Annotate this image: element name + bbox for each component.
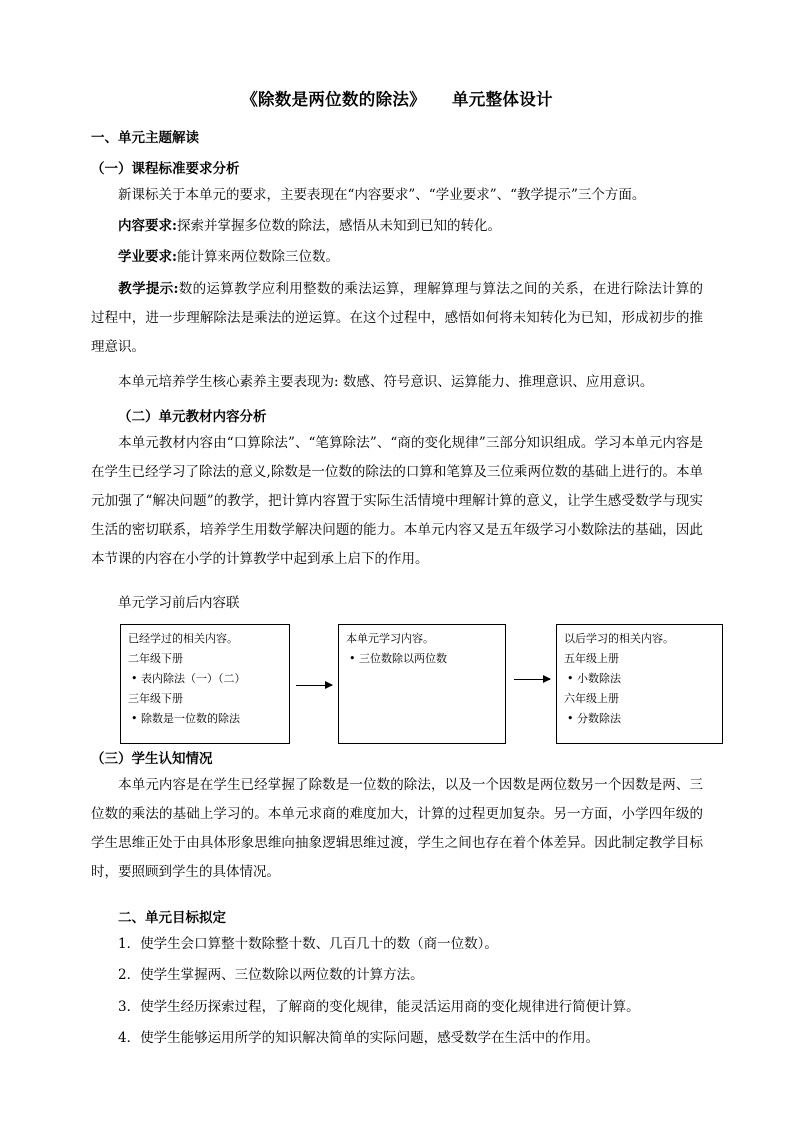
arrow-right-icon: [296, 685, 332, 686]
prior-header: 已经学过的相关内容。: [128, 632, 238, 645]
sub3-heading: （三）学生认知情况: [91, 751, 213, 767]
teaching-tips: 教学提示:数的运算教学应利用整数的乘法运算，理解算理与算法之间的关系，在进行除法计算的过程中，进一步理解除法是乘法的逆运算。在这个过程中，感悟如何将未知转化为已知，形成初步的推理意识。: [91, 281, 704, 355]
current-unit-box: [338, 624, 506, 744]
sub2-paragraph: 本单元教材内容由“口算除法”、“笔算除法”、“商的变化规律”三部分知识组成。学习本单元内容是在学生已经学习了除法的意义,除数是一位数的除法的口算和笔算及三位乘两位数的基础上进行的。本单元加强了“解决问题”的教学，把计算内容置于实际生活情境中理解计算的意义，让学生感受数学与现实生活的密切联系，培养学生用数学解决问题的能力。本单元内容又是五年级学习小数除法的基础，因此本节课的内容在小学的计算教学中起到承上启下的作用。: [91, 435, 703, 567]
prior-item-b: • 除数是一位数的除法: [131, 712, 240, 725]
prior-knowledge-box: [120, 624, 290, 744]
goal-item-4: 4．使学生能够运用所学的知识解决简单的实际问题，感受数学在生活中的作用。: [118, 1030, 600, 1046]
current-header: 本单元学习内容。: [346, 632, 434, 645]
later-item-a: • 小数除法: [567, 672, 621, 685]
later-grade-b: 六年级上册: [564, 692, 619, 705]
later-item-b: • 分数除法: [567, 712, 621, 725]
diagram-caption: 单元学习前后内容联: [118, 595, 240, 611]
title-sub: 单元整体设计: [452, 90, 553, 109]
section2-heading: 二、单元目标拟定: [118, 910, 226, 926]
academic-requirement: 学业要求:能计算来两位数除三位数。: [118, 249, 339, 265]
prior-grade-a: 二年级下册: [128, 652, 183, 665]
goal-item-2: 2．使学生掌握两、三位数除以两位数的计算方法。: [118, 967, 424, 983]
goal-item-1: 1．使学生会口算整十数除整十数、几百几十的数（商一位数）。: [118, 936, 498, 952]
section1-heading: 一、单元主题解读: [91, 130, 199, 146]
later-header: 以后学习的相关内容。: [564, 632, 674, 645]
prior-item-a: • 表内除法（一）（二）: [131, 672, 246, 685]
arrow-right-icon: [514, 679, 550, 680]
core-literacy: 本单元培养学生核心素养主要表现为: 数感、符号意识、运算能力、推理意识、应用意识。: [118, 374, 654, 390]
sub1-heading: （一）课程标准要求分析: [91, 161, 240, 177]
content-requirement: 内容要求:探索并掌握多位数的除法，感悟从未知到已知的转化。: [118, 218, 501, 234]
page-title: [0, 86, 794, 110]
current-item: • 三位数除以两位数: [349, 652, 447, 665]
prior-grade-b: 三年级下册: [128, 692, 183, 705]
sub1-intro: 新课标关于本单元的要求，主要表现在“内容要求”、“学业要求”、“教学提示”三个方面。: [118, 187, 646, 203]
sub2-heading: （二）单元教材内容分析: [118, 409, 267, 425]
sub3-paragraph: 本单元内容是在学生已经掌握了除数是一位数的除法，以及一个因数是两位数另一个因数是两、三位数的乘法的基础上学习的。本单元求商的难度加大，计算的过程更加复杂。另一方面，小学四年级的学生思维正处于由具体形象思维向抽象逻辑思维过渡，学生之间也存在着个体差异。因此制定教学目标时，要照顾到学生的具体情况。: [91, 777, 703, 880]
title-main: 《除数是两位数的除法》: [241, 90, 426, 109]
later-knowledge-box: [556, 624, 723, 744]
later-grade-a: 五年级上册: [564, 652, 619, 665]
goal-item-3: 3．使学生经历探索过程，了解商的变化规律，能灵活运用商的变化规律进行简便计算。: [118, 999, 640, 1015]
